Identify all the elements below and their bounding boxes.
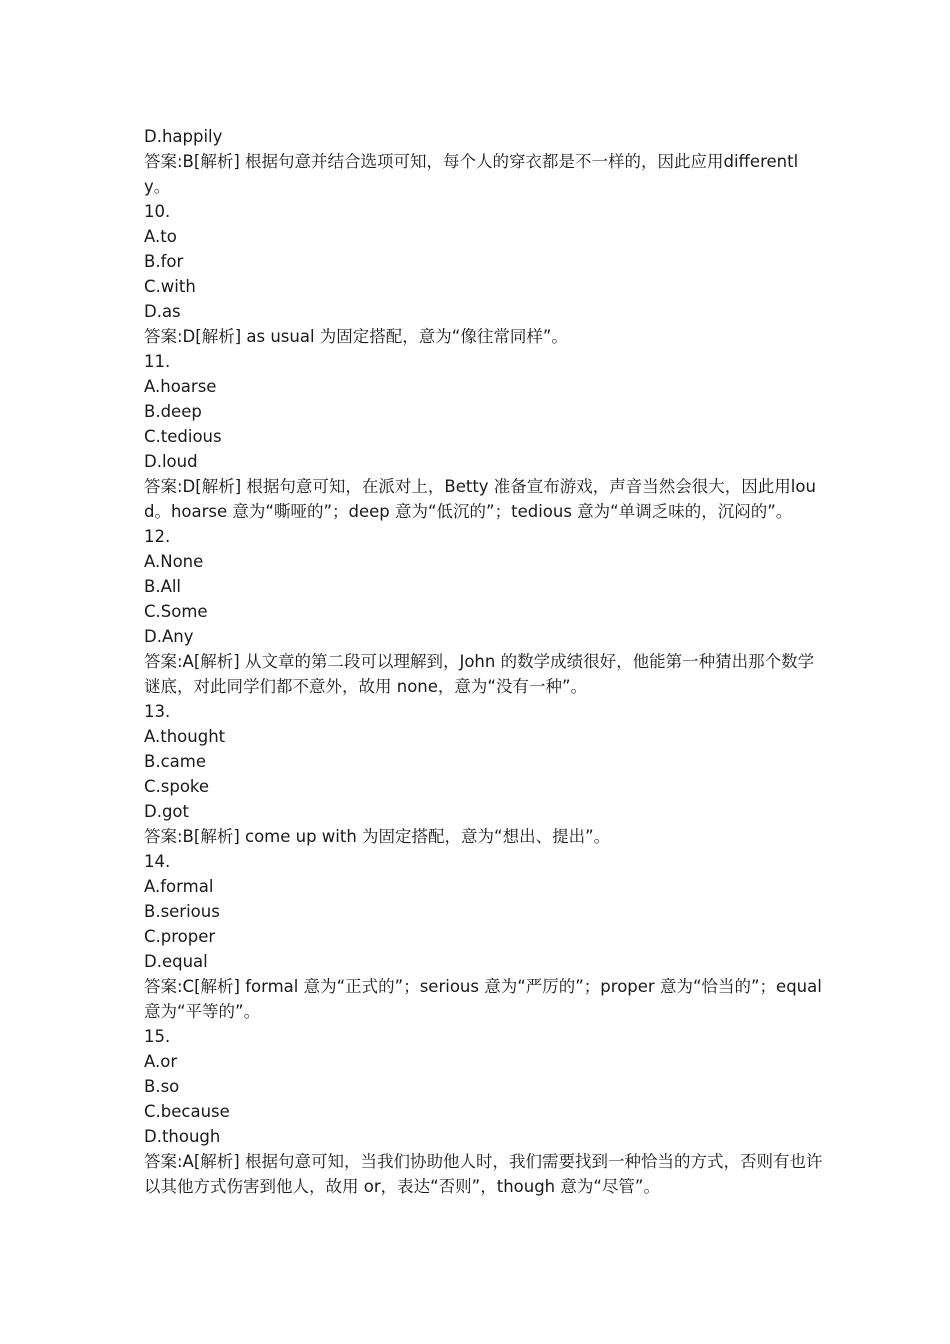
option-b-q14: B.serious [144,902,220,921]
option-b-q11: B.deep [144,402,202,421]
option-a-q12: A.None [144,552,204,571]
answer-q12: 答案:A[解析] 从文章的第二段可以理解到，John 的数学成绩很好，他能第一种猜出那个数学谜底，对此同学们都不意外，故用 none，意为“没有一种”。 [144,652,815,696]
option-a-q13: A.thought [144,727,226,746]
question-number-12: 12. [144,527,171,546]
option-c-q15: C.because [144,1102,230,1121]
question-number-14: 14. [144,852,171,871]
option-c-q10: C.with [144,277,196,296]
option-d-q15: D.though [144,1127,221,1146]
option-d-q14: D.equal [144,952,208,971]
option-a-q14: A.formal [144,877,214,896]
option-a-q10: A.to [144,227,177,246]
option-d-q9: D.happily [144,127,223,146]
answer-q15: 答案:A[解析] 根据句意可知，当我们协助他人时，我们需要找到一种恰当的方式，否则有也许以其他方式伤害到他人，故用 or，表达“否则”，though 意为“尽管”。 [144,1152,823,1196]
answer-q13: 答案:B[解析] come up with 为固定搭配，意为“想出、提出”。 [144,827,611,846]
answer-q14: 答案:C[解析] formal 意为“正式的”；serious 意为“严厉的”；proper 意为“恰当的”；equal 意为“平等的”。 [144,977,822,1021]
question-number-13: 13. [144,702,171,721]
document-body [144,124,824,1199]
option-c-q12: C.Some [144,602,208,621]
option-d-q13: D.got [144,802,189,821]
option-b-q15: B.so [144,1077,180,1096]
question-number-15: 15. [144,1027,171,1046]
option-d-q10: D.as [144,302,181,321]
option-b-q13: B.came [144,752,206,771]
option-a-q15: A.or [144,1052,178,1071]
option-b-q10: B.for [144,252,184,271]
option-c-q14: C.proper [144,927,216,946]
option-a-q11: A.hoarse [144,377,217,396]
option-c-q11: C.tedious [144,427,222,446]
option-d-q12: D.Any [144,627,194,646]
question-number-11: 11. [144,352,171,371]
option-b-q12: B.All [144,577,182,596]
option-d-q11: D.loud [144,452,198,471]
question-number-10: 10. [144,202,171,221]
option-c-q13: C.spoke [144,777,210,796]
answer-q10: 答案:D[解析] as usual 为固定搭配，意为“像往常同样”。 [144,327,568,346]
answer-q11: 答案:D[解析] 根据句意可知，在派对上，Betty 准备宣布游戏，声音当然会很大，因此用loud。hoarse 意为“嘶哑的”；deep 意为“低沉的”；tedious 意为“单调乏味的，沉闷的”。 [144,477,816,521]
answer-q9: 答案:B[解析] 根据句意并结合选项可知，每个人的穿衣都是不一样的，因此应用differently。 [144,152,799,196]
